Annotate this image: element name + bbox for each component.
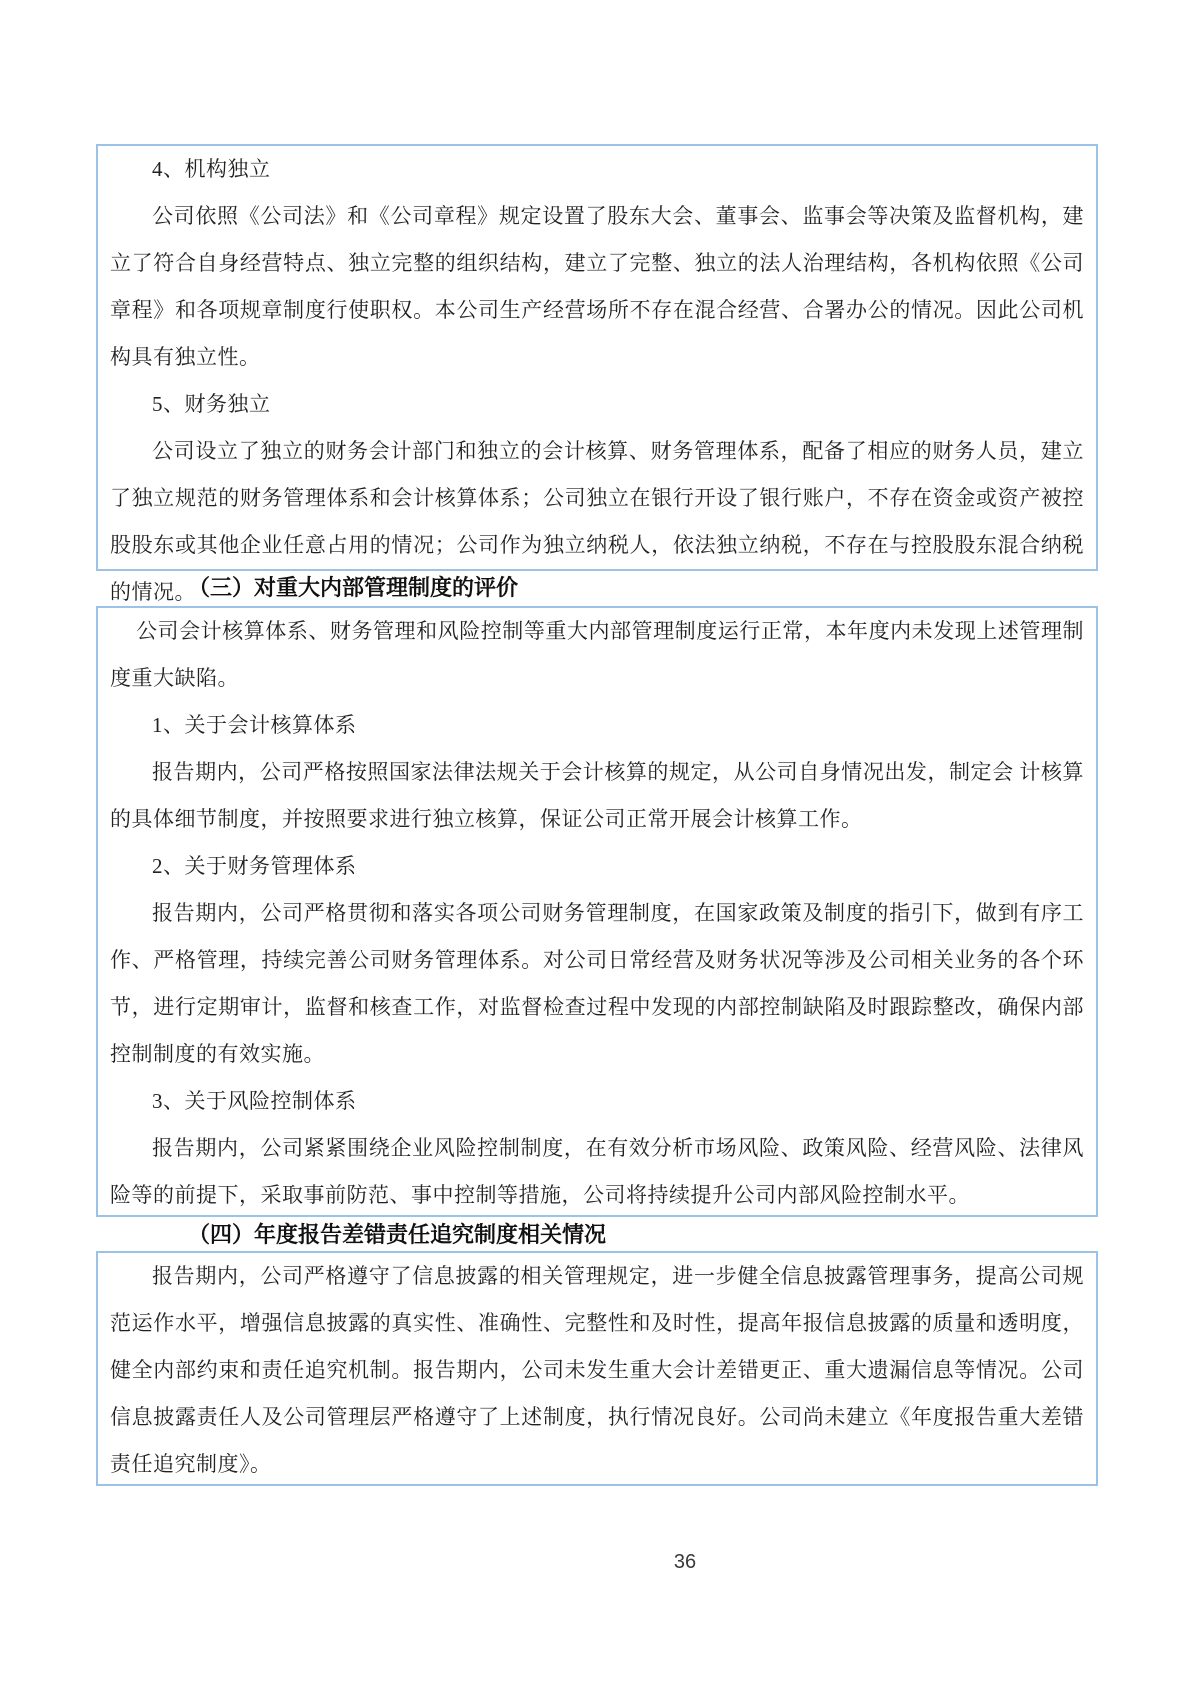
paragraph-disclosure-body: 报告期内，公司严格遵守了信息披露的相关管理规定，进一步健全信息披露管理事务，提高公司规范运作水平，增强信息披露的真实性、准确性、完整性和及时性，提高年报信息披露的质量和透明度，健全内部约束和责任追究机制。报告期内，公司未发生重大会计差错更正、重大遗漏信息等情况。公司信息披露责任人及公司管理层严格遵守了上述制度，执行情况良好。公司尚未建立《年度报告重大差错责任追究制度》。 [110, 1264, 1084, 1476]
paragraph-sub3-title: 3、关于风险控制体系 [152, 1089, 357, 1113]
paragraph-sub1-body: 报告期内，公司严格按照国家法律法规关于会计核算的规定，从公司自身情况出发，制定会 计核算的具体细节制度，并按照要求进行独立核算，保证公司正常开展会计核算工作。 [110, 760, 1084, 831]
paragraph-item-4-body: 公司依照《公司法》和《公司章程》规定设置了股东大会、董事会、监事会等决策及监督机构，建立了符合自身经营特点、独立完整的组织结构，建立了完整、独立的法人治理结构，各机构依照《公司章程》和各项规章制度行使职权。本公司生产经营场所不存在混合经营、合署办公的情况。因此公司机构具有独立性。 [110, 204, 1084, 369]
paragraph-item-5-body: 公司设立了独立的财务会计部门和独立的会计核算、财务管理体系，配备了相应的财务人员，建立了独立规范的财务管理体系和会计核算体系；公司独立在银行开设了银行账户，不存在资金或资产被控股股东或其他企业任意占用的情况；公司作为独立纳税人，依法独立纳税，不存在与控股股东混合纳税的情况。 [110, 439, 1084, 604]
paragraph-item-4-title: 4、机构独立 [152, 157, 271, 181]
paragraph-sub1-title: 1、关于会计核算体系 [152, 713, 357, 737]
paragraph-item-5-title: 5、财务独立 [152, 392, 271, 416]
text-box-error-accountability [96, 1251, 1098, 1486]
paragraph-sub2-body: 报告期内，公司严格贯彻和落实各项公司财务管理制度，在国家政策及制度的指引下，做到有序工作、严格管理，持续完善公司财务管理体系。对公司日常经营及财务状况等涉及公司相关业务的各个环节，进行定期审计，监督和核查工作，对监督检查过程中发现的内部控制缺陷及时跟踪整改，确保内部控制制度的有效实施。 [110, 901, 1084, 1066]
paragraph-sub2-title: 2、关于财务管理体系 [152, 854, 357, 878]
page-number: 36 [673, 1551, 697, 1573]
paragraph-overview: 公司会计核算体系、财务管理和风险控制等重大内部管理制度运行正常，本年度内未发现上述管理制度重大缺陷。 [110, 619, 1084, 690]
section-heading-4: （四）年度报告差错责任追究制度相关情况 [188, 1222, 607, 1247]
paragraph-sub3-body: 报告期内，公司紧紧围绕企业风险控制制度，在有效分析市场风险、政策风险、经营风险、法律风险等的前提下，采取事前防范、事中控制等措施，公司将持续提升公司内部风险控制水平。 [110, 1136, 1084, 1207]
text-box-internal-management [96, 606, 1098, 1217]
section-heading-3: （三）对重大内部管理制度的评价 [188, 575, 519, 600]
